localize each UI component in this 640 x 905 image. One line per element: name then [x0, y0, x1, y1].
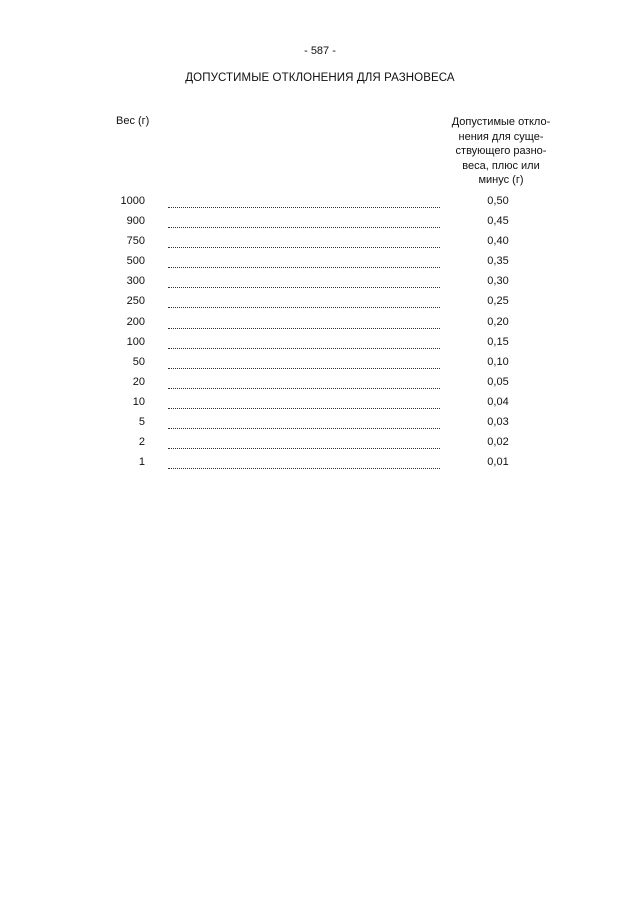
tolerance-value: 0,15 [487, 335, 509, 348]
weight-column-header: Вес (г) [116, 115, 150, 127]
tolerance-header-line: Допустимые откло- [451, 116, 551, 128]
tolerance-value: 0,20 [487, 315, 509, 328]
tolerance-value: 0,45 [487, 215, 509, 228]
weight-value: 5 [138, 416, 145, 429]
tolerance-value: 0,10 [487, 355, 509, 368]
tolerance-value: 0,25 [487, 295, 509, 308]
dot-leader [168, 408, 440, 409]
table-row [0, 255, 640, 275]
tolerance-value: 0,01 [487, 456, 509, 469]
table-row [0, 215, 640, 235]
tolerance-value: 0,05 [487, 375, 509, 388]
weight-value: 250 [126, 295, 145, 308]
dot-leader [168, 227, 440, 228]
table-row [0, 235, 640, 255]
table-row [0, 436, 640, 456]
table-row [0, 376, 640, 396]
table-row [0, 416, 640, 436]
weight-value: 750 [126, 235, 145, 248]
tolerance-value: 0,02 [487, 436, 509, 449]
tolerance-table [0, 195, 640, 476]
tolerance-value: 0,30 [487, 275, 509, 288]
tolerance-value: 0,50 [487, 195, 509, 207]
weight-value: 200 [126, 315, 145, 328]
dot-leader [168, 468, 440, 469]
tolerance-value: 0,35 [487, 255, 509, 268]
tolerance-value: 0,03 [487, 416, 509, 429]
tolerance-value: 0,40 [487, 235, 509, 248]
table-row [0, 336, 640, 356]
tolerance-header-line: ствующего разно- [455, 145, 547, 157]
dot-leader [168, 328, 440, 329]
dot-leader [168, 207, 440, 208]
weight-value: 2 [138, 436, 145, 449]
table-row [0, 456, 640, 476]
weight-value: 1 [138, 456, 145, 469]
table-row [0, 396, 640, 416]
dot-leader [168, 247, 440, 248]
weight-value: 20 [132, 375, 145, 388]
document-title: ДОПУСТИМЫЕ ОТКЛОНЕНИЯ ДЛЯ РАЗНОВЕСА [185, 72, 455, 84]
weight-value: 50 [132, 355, 145, 368]
tolerance-header-line: веса, плюс или [462, 159, 540, 172]
weight-value: 500 [126, 255, 145, 268]
dot-leader [168, 348, 440, 349]
weight-value: 100 [126, 335, 145, 348]
table-row [0, 356, 640, 376]
weight-value: 10 [132, 395, 145, 408]
dot-leader [168, 428, 440, 429]
dot-leader [168, 287, 440, 288]
tolerance-header-line: минус (г) [478, 174, 524, 186]
weight-value: 900 [126, 215, 145, 228]
table-row [0, 316, 640, 336]
dot-leader [168, 448, 440, 449]
dot-leader [168, 267, 440, 268]
dot-leader [168, 388, 440, 389]
tolerance-value: 0,04 [487, 395, 509, 408]
weight-value: 1000 [120, 195, 145, 207]
weight-value: 300 [126, 275, 145, 288]
page-number: - 587 - [304, 45, 336, 57]
table-row [0, 275, 640, 295]
dot-leader [168, 368, 440, 369]
tolerance-header-line: нения для суще- [458, 130, 544, 143]
dot-leader [168, 307, 440, 308]
tolerance-column-header [446, 115, 556, 188]
table-row [0, 295, 640, 315]
table-row [0, 195, 640, 215]
